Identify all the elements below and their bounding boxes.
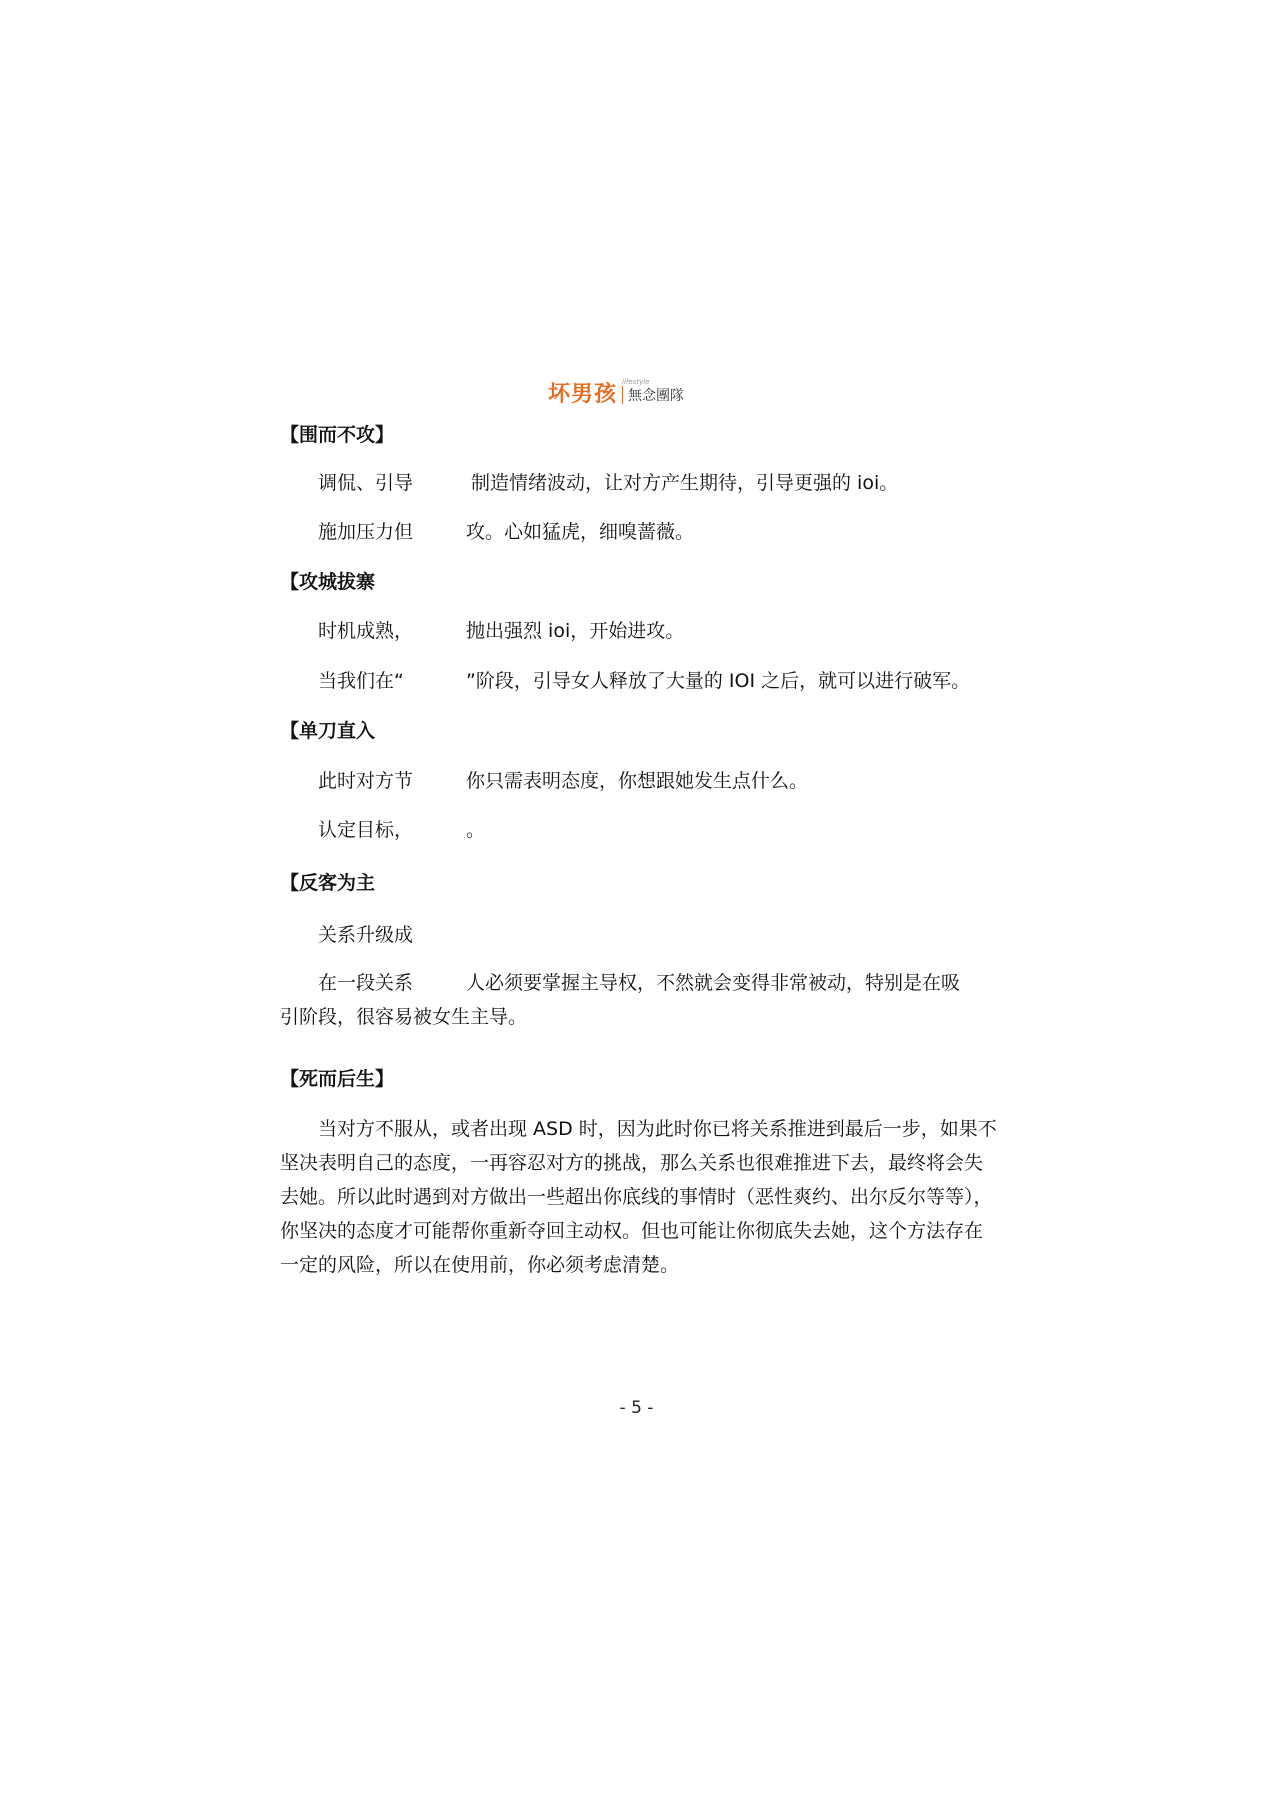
page-number: - 5 -: [619, 1398, 654, 1418]
logo-main-text: 坏男孩: [548, 382, 618, 407]
logo-tag-text: lifestyle: [622, 378, 650, 386]
row-term: 时机成熟，: [318, 620, 414, 642]
row-description: 你只需表明态度，你想跟她发生点什么。: [466, 770, 809, 792]
paragraph-line-start: 在一段关系: [318, 972, 414, 994]
paragraph-line: 一定的风险，所以在使用前，你必须考虑清楚。: [280, 1254, 680, 1276]
section-heading-5: 【死而后生】: [280, 1068, 395, 1090]
row-description: ”阶段，引导女人释放了大量的 IOI 之后，就可以进行破军。: [466, 670, 971, 692]
row-term: 调侃、引导: [318, 472, 414, 494]
row-term: 当我们在“: [318, 670, 404, 692]
row-term: 认定目标，: [318, 819, 414, 841]
row-term: 关系升级成: [318, 924, 414, 946]
row-description: 攻。心如猛虎，细嗅蔷薇。: [466, 521, 695, 543]
paragraph-line-rest: 人必须要掌握主导权，不然就会变得非常被动，特别是在吸: [466, 972, 961, 994]
section-5-paragraph: [280, 1112, 1000, 1282]
paragraph-line: 去她。所以此时遇到对方做出一些超出你底线的事情时（恶性爽约、出尔反尔等等），: [280, 1186, 993, 1208]
paragraph-line: 引阶段，很容易被女生主导。: [280, 1006, 528, 1028]
row-description: 制造情绪波动，让对方产生期待，引导更强的 ioi。: [471, 472, 899, 494]
row-term: 施加压力但: [318, 521, 414, 543]
section-heading-4: 【反客为主: [280, 872, 376, 894]
section-heading-3: 【单刀直入: [280, 720, 376, 742]
section-heading-1: 【围而不攻】: [280, 424, 395, 446]
logo-team-name: 無念團隊: [628, 388, 685, 404]
row-description: 抛出强烈 ioi，开始进攻。: [466, 620, 685, 642]
paragraph-line: [280, 966, 1000, 1000]
paragraph-line: 当对方不服从，或者出现 ASD 时，因为此时你已将关系推进到最后一步，如果不: [318, 1118, 997, 1140]
paragraph-line: 坚决表明自己的态度，一再容忍对方的挑战，那么关系也很难推进下去，最终将会失: [280, 1152, 984, 1174]
row-description: 。: [466, 819, 486, 841]
section-heading-2: 【攻城拔寨: [280, 571, 376, 593]
row-term: 此时对方节: [318, 770, 414, 792]
section-4-paragraph: [280, 966, 1000, 1034]
logo-side-text: [622, 378, 685, 408]
paragraph-line: 你坚决的态度才可能帮你重新夺回主动权。但也可能让你彻底失去她，这个方法存在: [280, 1220, 984, 1242]
header-logo: [548, 372, 684, 408]
